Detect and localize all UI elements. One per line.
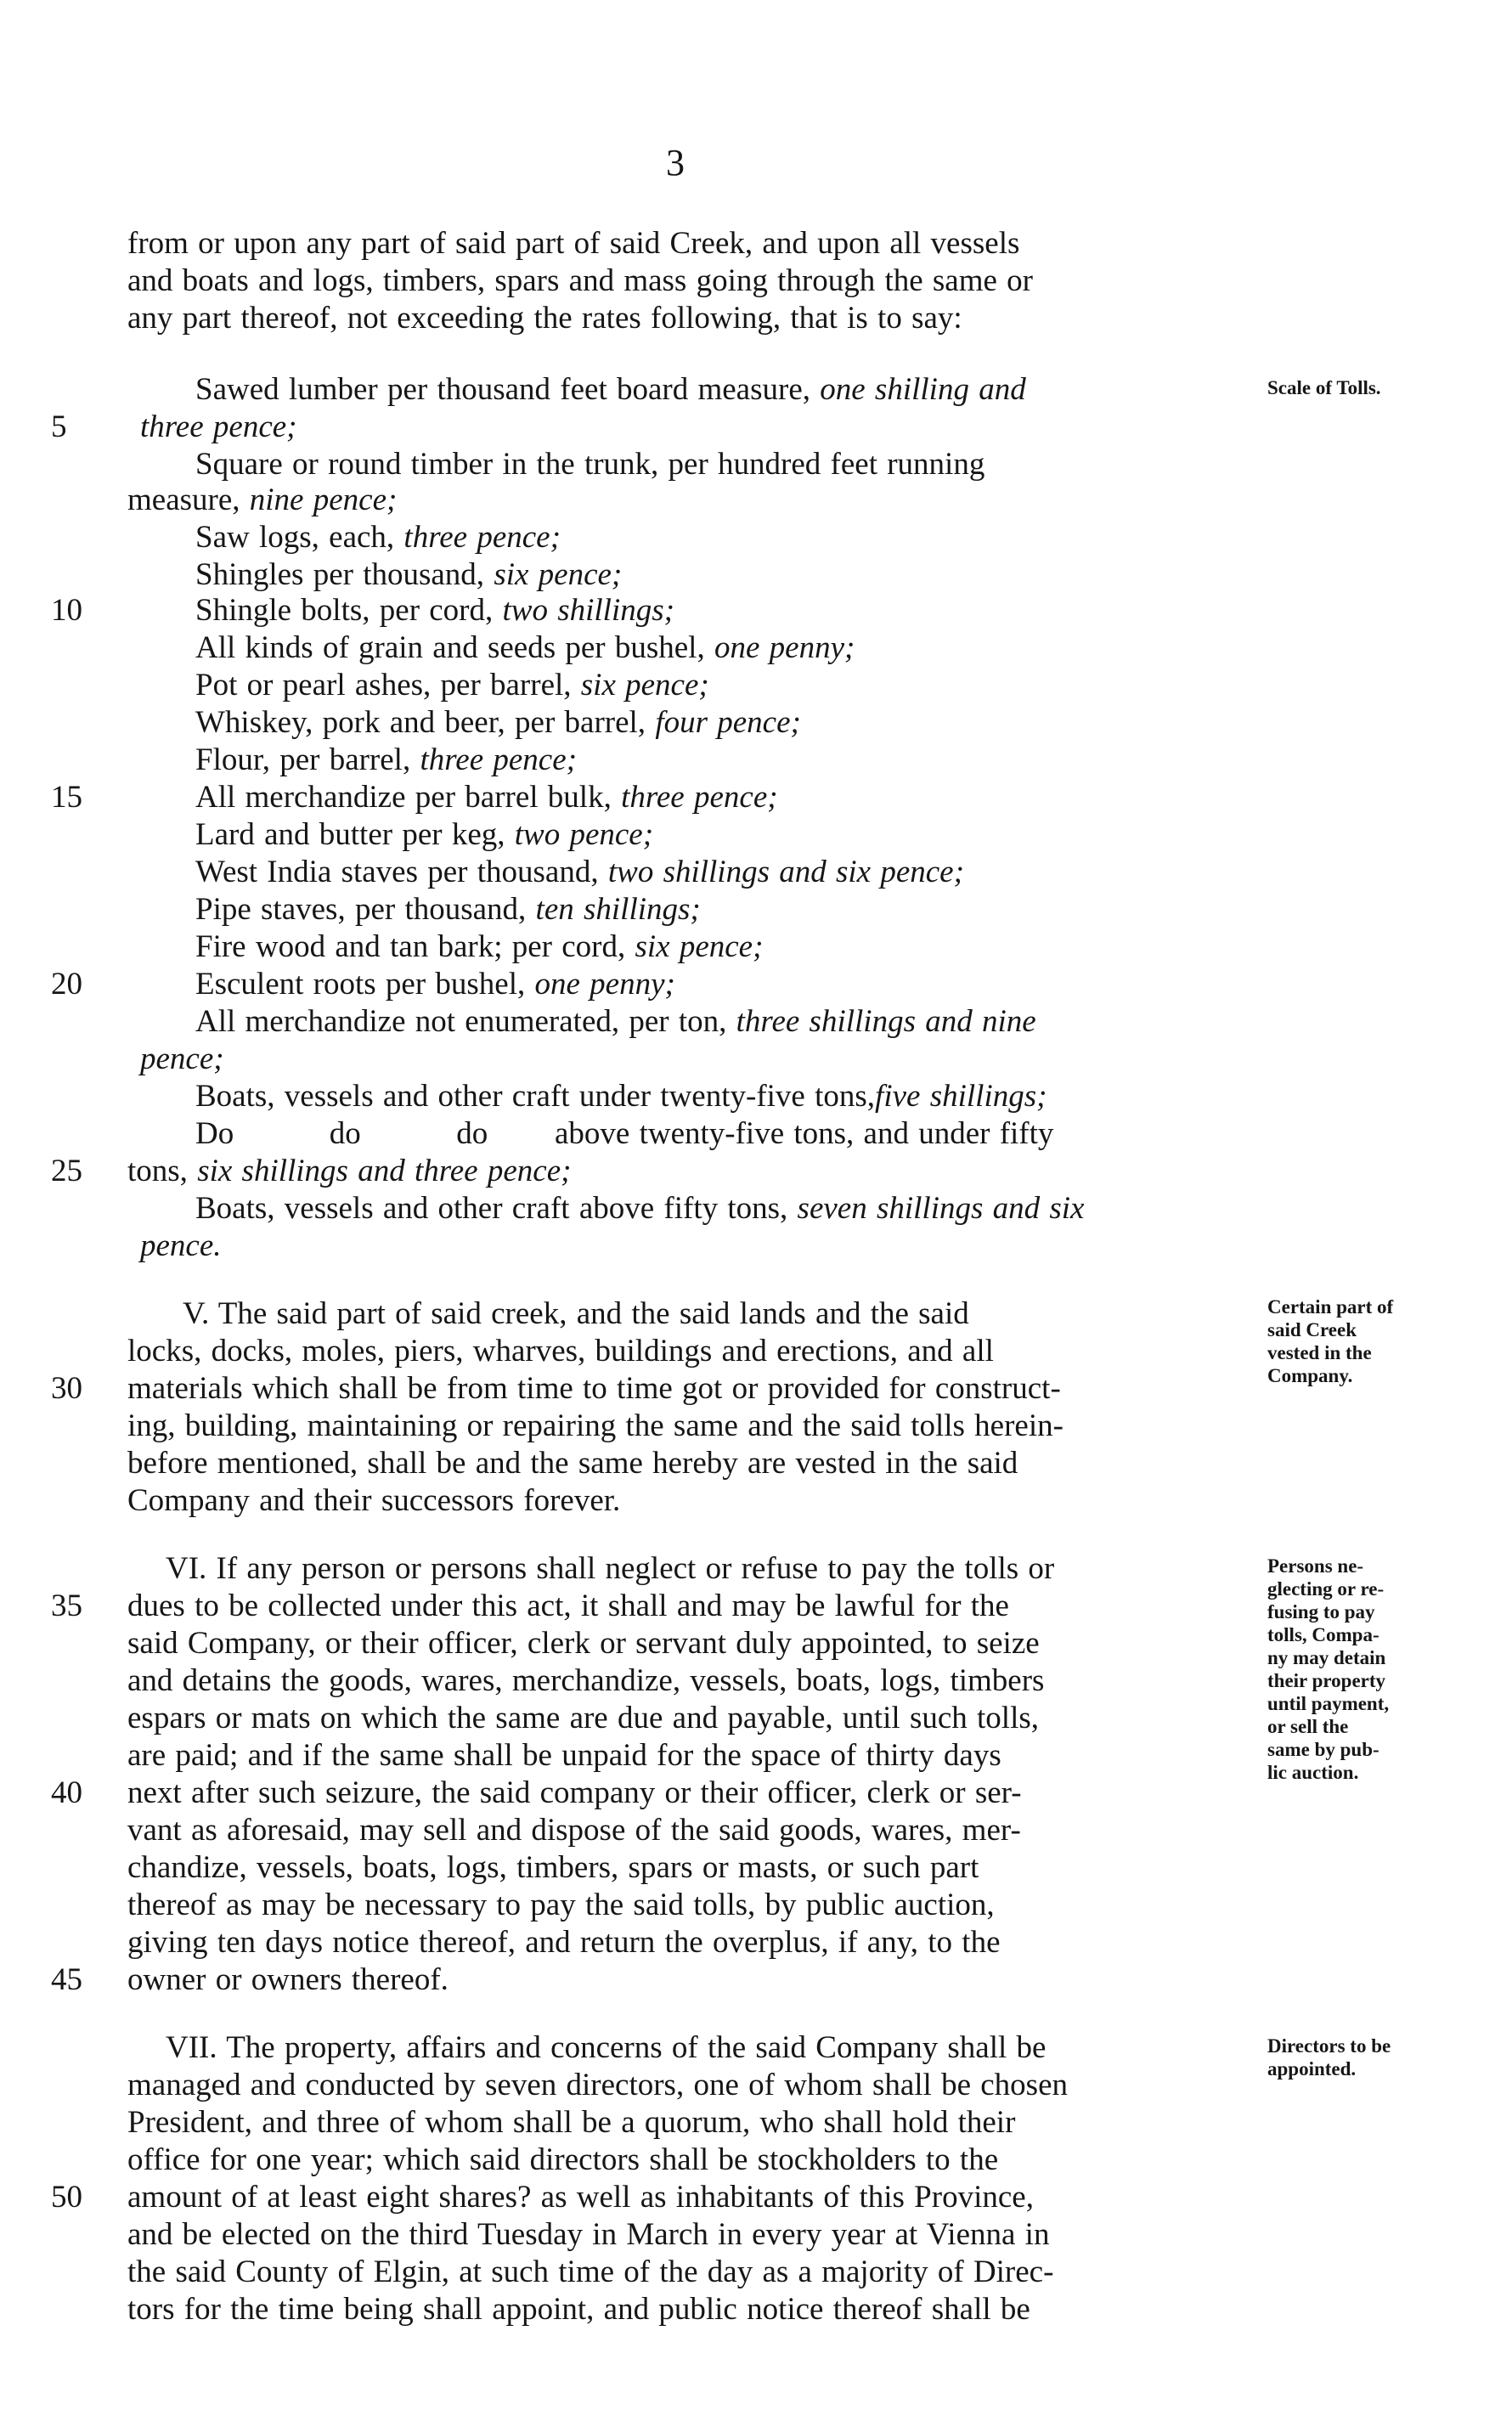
- margin-note-line: vested in the: [1267, 1342, 1372, 1363]
- text-line: office for one year; which said directors shall be stockholders to the: [127, 2142, 999, 2177]
- margin-note-line: same by pub-: [1267, 1739, 1379, 1760]
- margin-note-line: Persons ne-: [1267, 1555, 1364, 1577]
- text-line: Boats, vessels and other craft above fifty tons, seven shillings and six: [195, 1191, 1085, 1226]
- line-number: 50: [51, 2180, 82, 2215]
- text-line: managed and conducted by seven directors, one of whom shall be chosen: [127, 2068, 1068, 2102]
- text-line: Boats, vessels and other craft under twenty-five tons,five shillings;: [195, 1079, 1047, 1114]
- line-number: 15: [51, 780, 82, 815]
- text-line: All merchandize per barrel bulk, three pence;: [195, 780, 778, 815]
- text-line: Esculent roots per bushel, one penny;: [195, 967, 675, 1002]
- line-number: 45: [51, 1962, 82, 1997]
- text-line: President, and three of whom shall be a quorum, who shall hold their: [127, 2105, 1016, 2140]
- text-line: before mentioned, shall be and the same hereby are vested in the said: [127, 1446, 1018, 1481]
- text-line: next after such seizure, the said company or their officer, clerk or ser-: [127, 1775, 1022, 1810]
- margin-note-line: until payment,: [1267, 1693, 1390, 1714]
- text-line: from or upon any part of said part of said Creek, and upon all vessels: [127, 226, 1020, 261]
- text-line: pence;: [140, 1041, 224, 1076]
- text-line: Sawed lumber per thousand feet board measure, one shilling and: [195, 372, 1026, 407]
- text-line: All merchandize not enumerated, per ton, three shillings and nine: [195, 1004, 1036, 1039]
- page-number: 3: [666, 142, 685, 183]
- text-line: amount of at least eight shares? as well as inhabitants of this Province,: [127, 2180, 1034, 2215]
- text-line: locks, docks, moles, piers, wharves, buildings and erections, and all: [127, 1334, 994, 1369]
- text-line: and detains the goods, wares, merchandize, vessels, boats, logs, timbers: [127, 1663, 1045, 1698]
- text-line: materials which shall be from time to time got or provided for construct-: [127, 1371, 1061, 1406]
- text-line: Shingles per thousand, six pence;: [195, 557, 623, 592]
- margin-note-line: their property: [1267, 1670, 1386, 1691]
- margin-note-line: Directors to be: [1267, 2035, 1391, 2057]
- margin-note-line: glecting or re-: [1267, 1578, 1385, 1600]
- margin-note-line: Certain part of: [1267, 1296, 1394, 1318]
- margin-note-line: appointed.: [1267, 2058, 1357, 2080]
- margin-note-line: tolls, Compa-: [1267, 1624, 1379, 1645]
- text-line: tons, six shillings and three pence;: [127, 1154, 572, 1188]
- text-line: are paid; and if the same shall be unpaid for the space of thirty days: [127, 1738, 1001, 1773]
- line-number: 30: [51, 1371, 82, 1406]
- margin-note-line: or sell the: [1267, 1716, 1349, 1737]
- text-line: Pot or pearl ashes, per barrel, six pence;: [195, 668, 709, 703]
- line-number: 10: [51, 593, 82, 628]
- text-line: West India staves per thousand, two shillings and six pence;: [195, 855, 964, 889]
- text-line: three pence;: [140, 409, 297, 444]
- text-line: Square or round timber in the trunk, per hundred feet running: [195, 447, 985, 482]
- margin-note-scale-of-tolls: Scale of Tolls.: [1267, 377, 1381, 398]
- text-line: All kinds of grain and seeds per bushel, one penny;: [195, 630, 855, 665]
- text-line: Pipe staves, per thousand, ten shillings;: [195, 892, 701, 927]
- text-line: tors for the time being shall appoint, and public notice thereof shall be: [127, 2292, 1030, 2327]
- text-line: Saw logs, each, three pence;: [195, 520, 561, 555]
- text-line: Flour, per barrel, three pence;: [195, 742, 577, 777]
- text-line: Do do do above twenty-five tons, and under fifty: [195, 1116, 1054, 1151]
- line-number: 40: [51, 1775, 82, 1810]
- text-line: V. The said part of said creek, and the said lands and the said: [183, 1296, 969, 1331]
- margin-note-line: fusing to pay: [1267, 1601, 1375, 1622]
- text-line: measure, nine pence;: [127, 483, 398, 517]
- text-line: dues to be collected under this act, it shall and may be lawful for the: [127, 1589, 1009, 1623]
- line-number: 5: [51, 409, 67, 444]
- text-line: the said County of Elgin, at such time of the day as a majority of Direc-: [127, 2255, 1054, 2289]
- text-line: Lard and butter per keg, two pence;: [195, 817, 654, 852]
- text-line: Fire wood and tan bark; per cord, six pence;: [195, 929, 764, 964]
- text-line: Company and their successors forever.: [127, 1483, 621, 1518]
- text-line: pence.: [140, 1228, 222, 1263]
- text-line: owner or owners thereof.: [127, 1962, 449, 1997]
- text-line: chandize, vessels, boats, logs, timbers, spars or masts, or such part: [127, 1850, 979, 1885]
- line-number: 25: [51, 1154, 82, 1188]
- text-line: giving ten days notice thereof, and return the overplus, if any, to the: [127, 1925, 1001, 1960]
- margin-note-line: said Creek: [1267, 1319, 1357, 1340]
- text-line: any part thereof, not exceeding the rates following, that is to say:: [127, 301, 962, 336]
- text-line: and be elected on the third Tuesday in March in every year at Vienna in: [127, 2217, 1050, 2252]
- text-line: and boats and logs, timbers, spars and mass going through the same or: [127, 263, 1033, 298]
- text-line: VI. If any person or persons shall neglect or refuse to pay the tolls or: [166, 1551, 1055, 1586]
- text-line: vant as aforesaid, may sell and dispose of the said goods, wares, mer-: [127, 1813, 1021, 1848]
- text-line: espars or mats on which the same are due and payable, until such tolls,: [127, 1701, 1040, 1735]
- text-line: thereof as may be necessary to pay the said tolls, by public auction,: [127, 1888, 995, 1922]
- text-line: Shingle bolts, per cord, two shillings;: [195, 593, 674, 628]
- margin-note-line: lic auction.: [1267, 1762, 1359, 1783]
- line-number: 35: [51, 1589, 82, 1623]
- text-line: said Company, or their officer, clerk or servant duly appointed, to seize: [127, 1626, 1040, 1661]
- margin-note-line: ny may detain: [1267, 1647, 1386, 1668]
- text-line: ing, building, maintaining or repairing the same and the said tolls herein-: [127, 1408, 1063, 1443]
- line-number: 20: [51, 967, 82, 1002]
- text-line: Whiskey, pork and beer, per barrel, four pence;: [195, 705, 801, 740]
- text-line: VII. The property, affairs and concerns of the said Company shall be: [166, 2030, 1047, 2065]
- margin-note-line: Company.: [1267, 1365, 1353, 1386]
